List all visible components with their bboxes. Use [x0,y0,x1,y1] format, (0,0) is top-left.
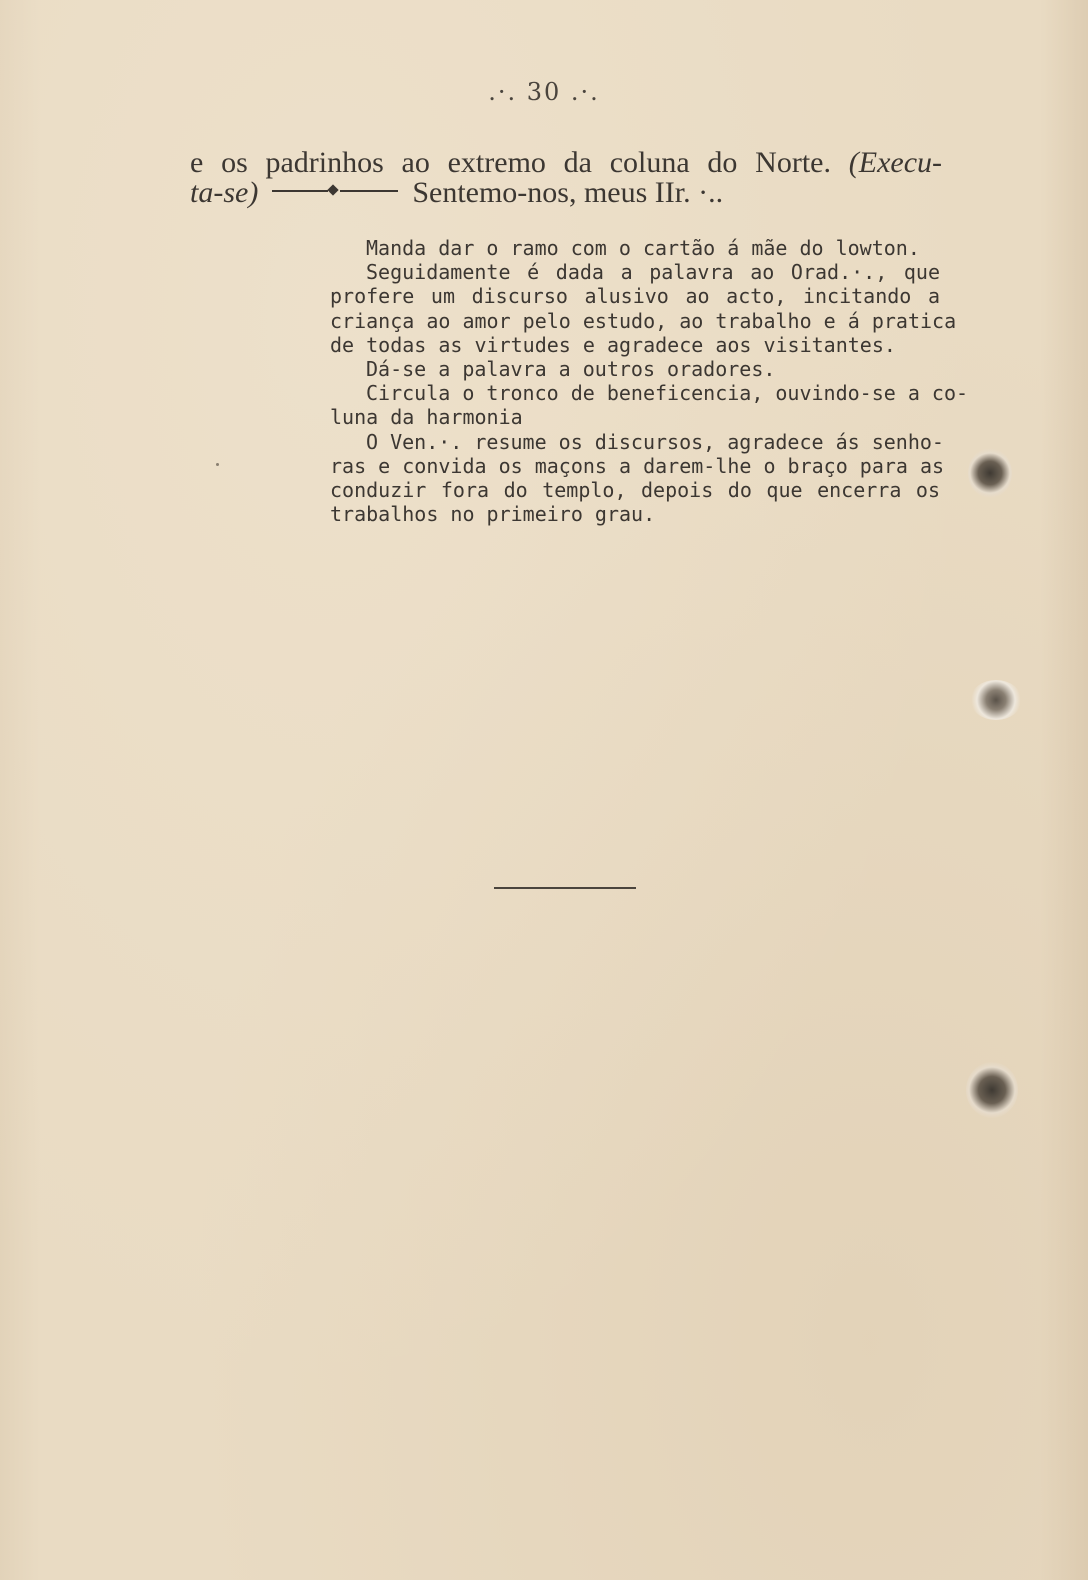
stage-directions-block [330,236,969,527]
body-line: conduzir fora do templo, depois do que encerra os [330,478,940,503]
body-line: ras e convida os maçons a darem-lhe o braço para as [330,453,945,478]
body-line: Dá-se a palavra a outros oradores. [366,357,776,382]
body-line: trabalhos no primeiro grau. [330,502,656,527]
body-line: O Ven.·. resume os discursos, agradece ás senho- [366,429,944,454]
paper-damage-mark [968,448,1012,498]
paper-damage-mark [970,680,1022,720]
paper-damage-mark [966,1062,1018,1118]
top-paragraph-line-1-text: e os padrinhos ao extremo da coluna do Norte. [190,146,831,179]
body-line: luna da harmonia [330,405,523,430]
body-line: criança ao amor pelo estudo, ao trabalho e á pratica [330,308,957,333]
rule-diamond-ornament [272,185,398,197]
body-line: Circula o tronco de beneficencia, ouvindo-se a co- [366,381,969,406]
top-paragraph [190,148,942,208]
paper-speck [216,463,219,466]
body-line: Seguidamente é dada a palavra ao Orad.·., que [366,260,940,285]
stage-direction-start: (Execu- [848,146,943,179]
end-of-section-rule [494,887,636,889]
stage-direction-end: ta-se) [190,176,259,209]
body-line: profere um discurso alusivo ao acto, incitando a [330,284,940,309]
top-paragraph-line-2-text: Sentemo-nos, meus IIr. ·.. [412,176,724,209]
top-paragraph-line-2 [190,178,942,208]
top-paragraph-line-1 [190,148,942,178]
page-number: .·. 30 .·. [488,78,600,106]
body-line: de todas as virtudes e agradece aos visitantes. [330,332,896,357]
body-line: Manda dar o ramo com o cartão á mãe do lowton. [366,236,920,260]
